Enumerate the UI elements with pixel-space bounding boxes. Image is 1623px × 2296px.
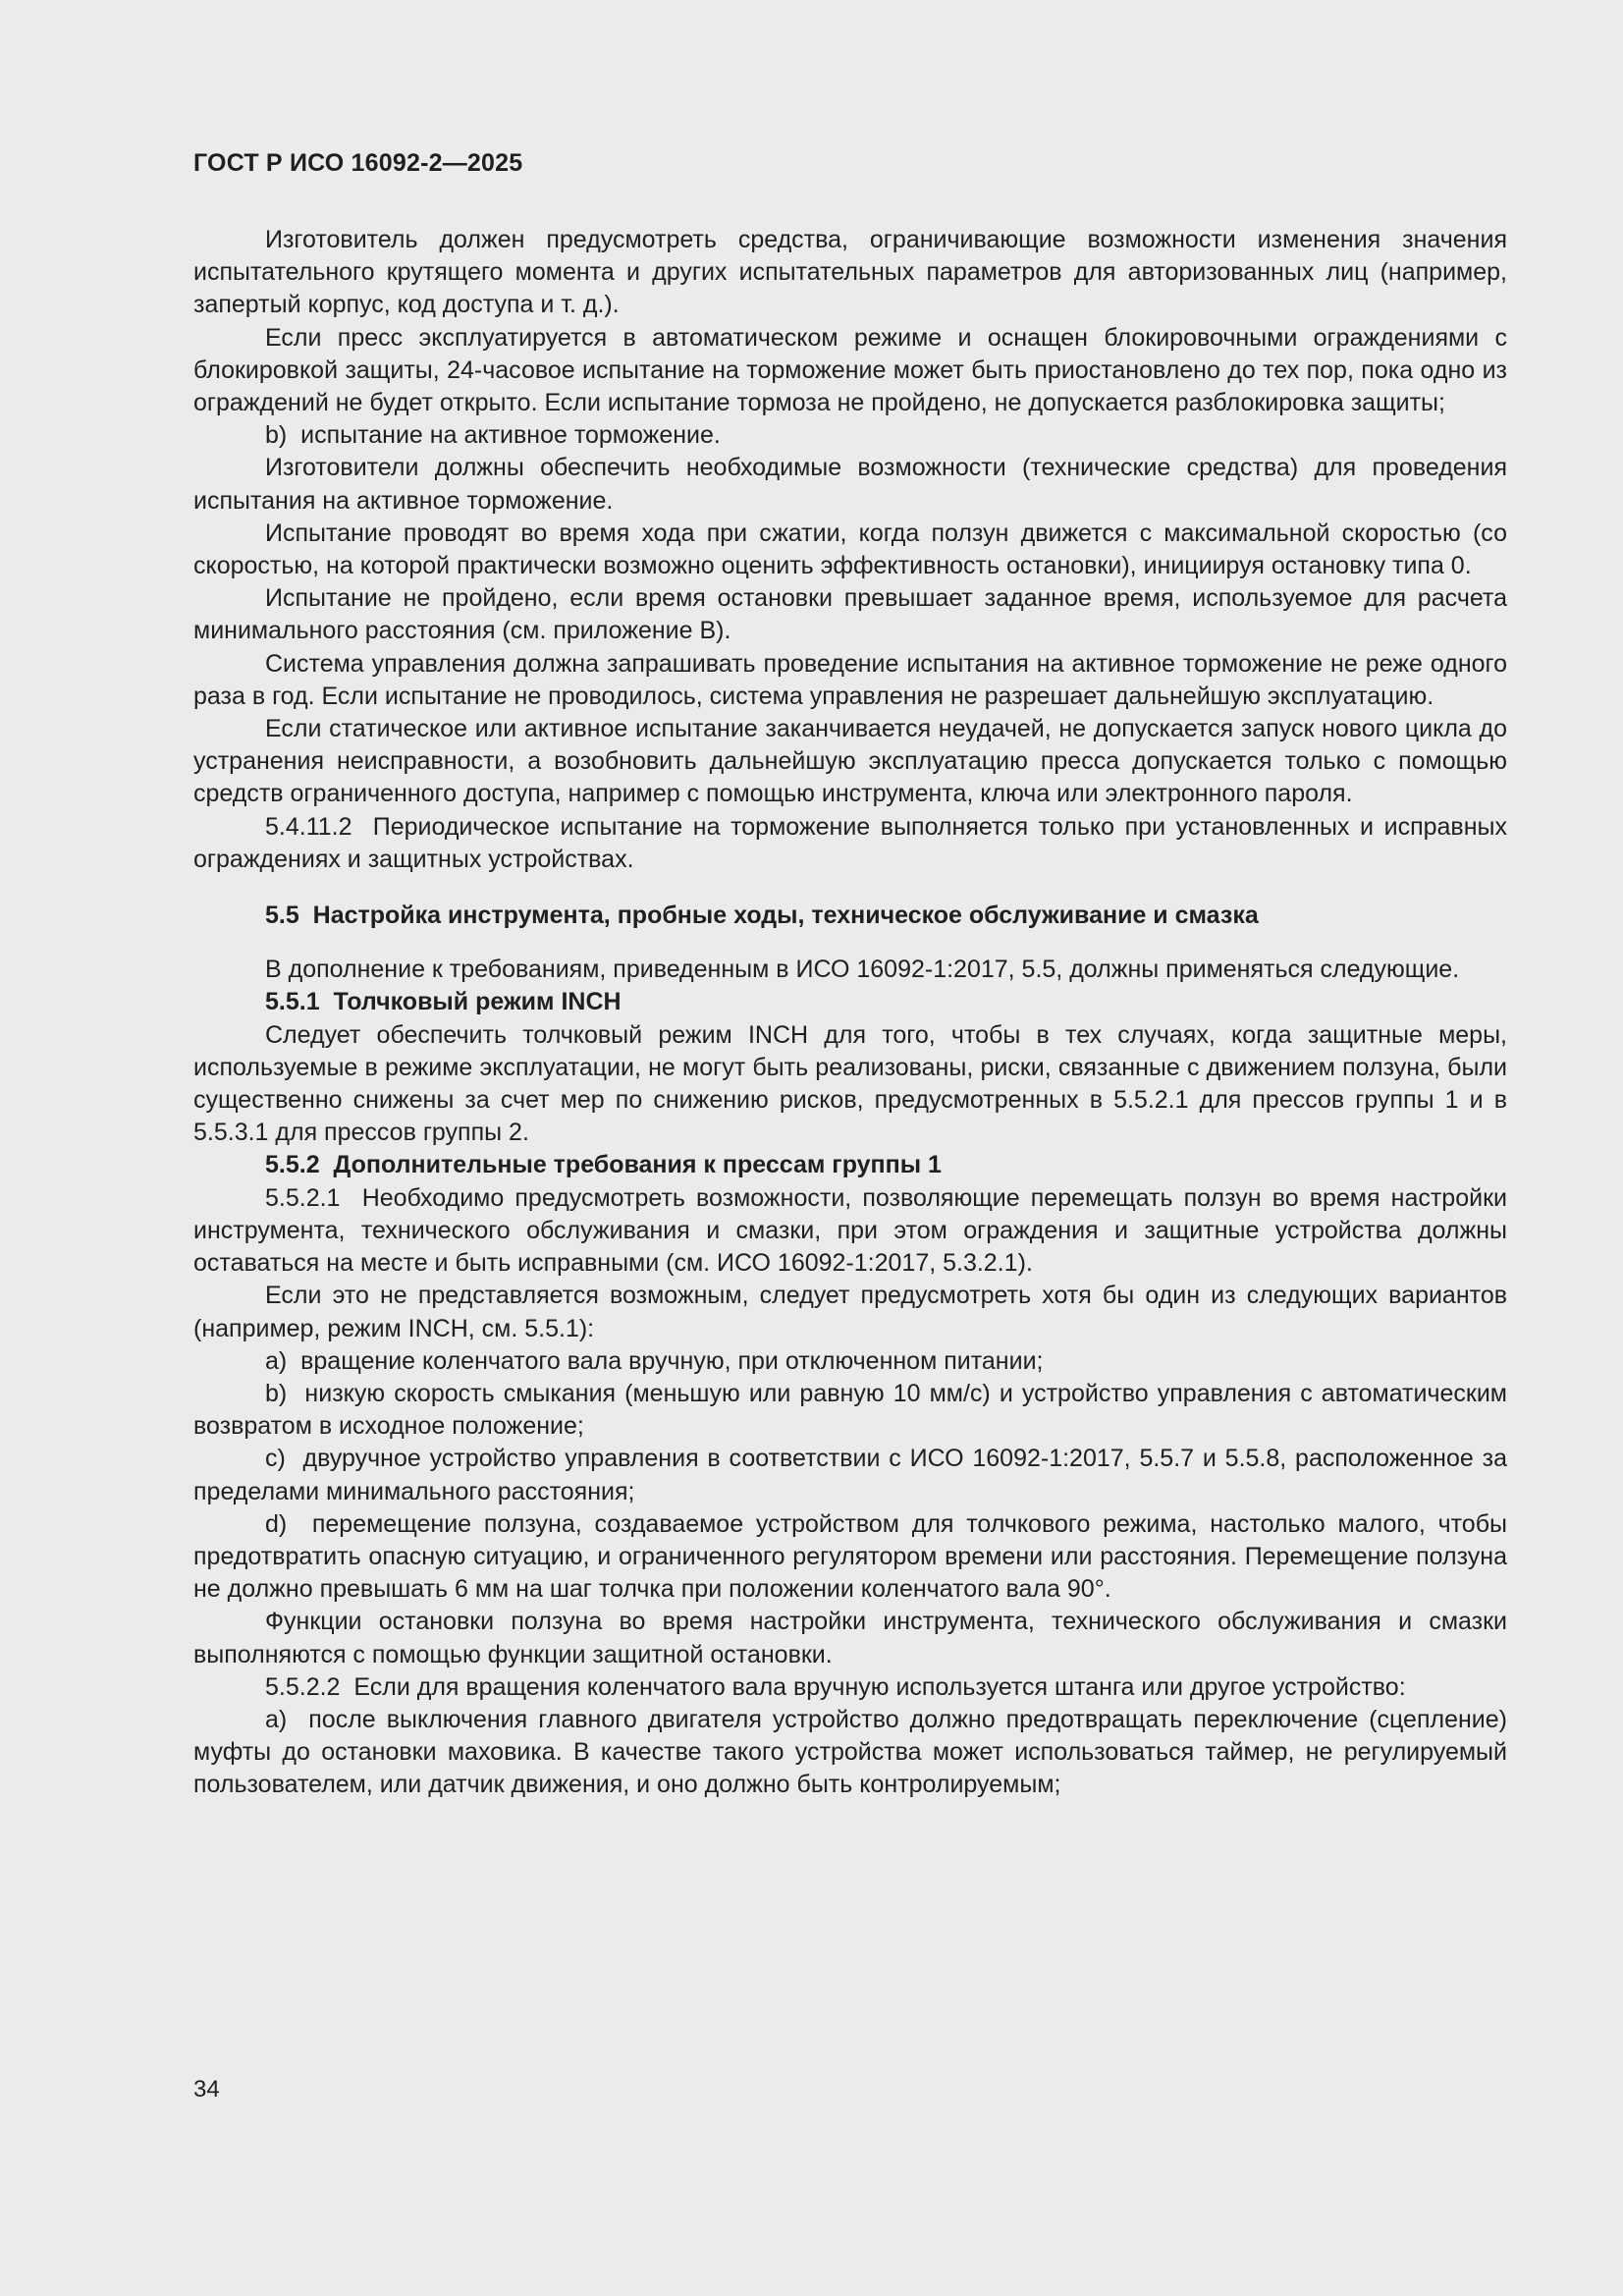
paragraph: Если пресс эксплуатируется в автоматическом режиме и оснащен блокировочными ограждениями с блокировкой защиты, 24-часовое испытание на торможение может быть приостановлено до тех пор, пока одно из ограждений не будет открыто. Если испытание тормоза не пройдено, не допускается разблокировка защиты;: [193, 323, 1507, 417]
list-item: c) двуручное устройство управления в соответствии с ИСО 16092-1:2017, 5.5.7 и 5.5.8, расположенное за пределами минимального расстояния;: [193, 1445, 1507, 1505]
list-item: а) после выключения главного двигателя устройство должно предотвращать переключение (сцепление) муфты до остановки маховика. В качестве такого устройства может использоваться таймер, не регулируемый пользователем, или датчик движения, и оно должно быть контролируемым;: [193, 1705, 1507, 1799]
list-item: а) вращение коленчатого вала вручную, при отключенном питании;: [265, 1346, 1044, 1375]
paragraph: Если статическое или активное испытание заканчивается неудачей, не допускается запуск нового цикла до устранения неисправности, а возобновить дальнейшую эксплуатацию пресса допускается только с помощью средств ограниченного доступа, например с помощью инструмента, ключа или электронного пароля.: [193, 715, 1507, 808]
subsection-heading-5-5-2: 5.5.2 Дополнительные требования к прессам группы 1: [265, 1151, 942, 1179]
paragraph: Функции остановки ползуна во время настройки инструмента, технического обслуживания и смазки выполняются с помощью функции защитной остановки.: [193, 1608, 1507, 1668]
paragraph: Если это не представляется возможным, следует предусмотреть хотя бы один из следующих вариантов (например, режим INCH, см. 5.5.1):: [193, 1282, 1507, 1342]
subsection-heading-5-5-1: 5.5.1 Толчковый режим INCH: [265, 988, 622, 1016]
page-number: 34: [193, 2076, 220, 2103]
paragraph: Испытание не пройдено, если время остановки превышает заданное время, используемое для расчета минимального расстояния (см. приложение В).: [193, 584, 1507, 645]
paragraph: Испытание проводят во время хода при сжатии, когда ползун движется с максимальной скоростью (со скоростью, на которой практически возможно оценить эффективность остановки), инициируя остановку типа 0.: [193, 519, 1507, 580]
section-heading-5-5: 5.5 Настройка инструмента, пробные ходы, техническое обслуживание и смазка: [265, 902, 1259, 930]
list-item: b) испытание на активное торможение.: [265, 421, 721, 450]
clause-5-5-2-2: 5.5.2.2 Если для вращения коленчатого вала вручную используется штанга или другое устройство:: [265, 1672, 1406, 1701]
document-header: ГОСТ Р ИСО 16092-2—2025: [193, 149, 523, 177]
paragraph: Система управления должна запрашивать проведение испытания на активное торможение не реже одного раза в год. Если испытание не проводилось, система управления не разрешает дальнейшую эксплуатацию.: [193, 649, 1507, 710]
paragraph: В дополнение к требованиям, приведенным в ИСО 16092-1:2017, 5.5, должны применяться следующие.: [265, 956, 1460, 984]
paragraph: Изготовители должны обеспечить необходимые возможности (технические средства) для проведения испытания на активное торможение.: [193, 454, 1507, 515]
list-item: b) низкую скорость смыкания (меньшую или равную 10 мм/с) и устройство управления с автоматическим возвратом в исходное положение;: [193, 1379, 1507, 1441]
paragraph: Следует обеспечить толчковый режим INCH для того, чтобы в тех случаях, когда защитные меры, используемые в режиме эксплуатации, не могут быть реализованы, риски, связанные с движением ползуна, были существенно снижены за счет мер по снижению рисков, предусмотренных в 5.5.2.1 для прессов группы 1 и в 5.5.3.1 для прессов группы 2.: [193, 1020, 1507, 1147]
paragraph: Изготовитель должен предусмотреть средства, ограничивающие возможности изменения значения испытательного крутящего момента и других испытательных параметров для авторизованных лиц (например, запертый корпус, код доступа и т. д.).: [193, 226, 1507, 319]
clause-5-5-2-1: 5.5.2.1 Необходимо предусмотреть возможности, позволяющие перемещать ползун во время настройки инструмента, технического обслуживания и смазки, при этом ограждения и защитные устройства должны оставаться на месте и быть исправными (см. ИСО 16092-1:2017, 5.3.2.1).: [193, 1183, 1507, 1278]
document-body: [193, 224, 1507, 1802]
clause-5-4-11-2: 5.4.11.2 Периодическое испытание на торможение выполняется только при установленных и исправных ограждениях и защитных устройствах.: [193, 812, 1507, 873]
list-item: d) перемещение ползуна, создаваемое устройством для толчкового режима, настолько малого, чтобы предотвратить опасную ситуацию, и ограниченного регулятором времени или расстояния. Перемещение ползуна не должно превышать 6 мм на шаг толчка при положении коленчатого вала 90°.: [193, 1509, 1507, 1604]
